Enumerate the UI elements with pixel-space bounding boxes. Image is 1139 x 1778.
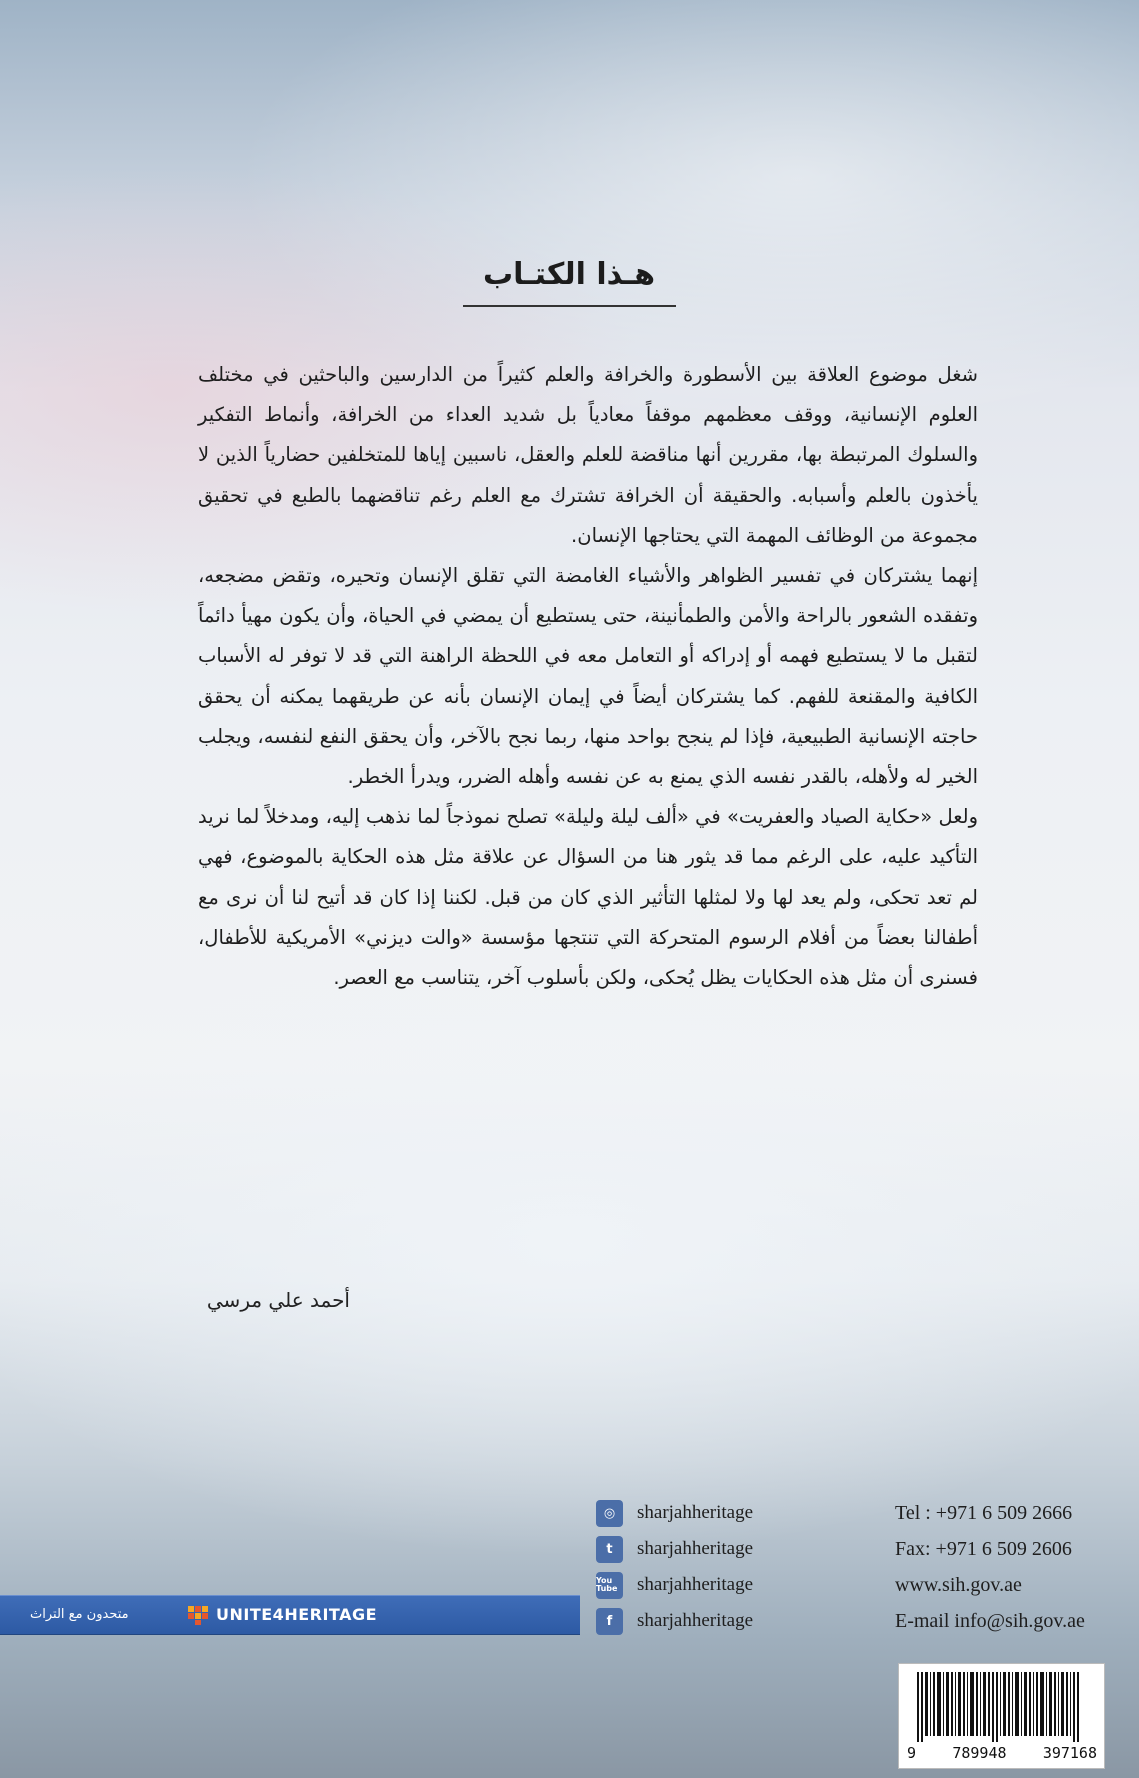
blurb-paragraph-1: شغل موضوع العلاقة بين الأسطورة والخرافة والعلم كثيراً من الدارسين والباحثين في مختلف العلوم الإنسانية، ووقف معظمهم موقفاً معادياً بل شديد العداء من الخرافة، وأنماط التفكير والسلوك المرتبطة بها، مقررين أنها مناقضة للعلم والعقل، ناسبين إياها للمتخلفين حضارياً الذين لا يأخذون بالعلم وأسبابه. والحقيقة أن الخرافة تشترك مع العلم رغم تناقضهما بالطبع في تحقيق مجموعة من الوظائف المهمة التي يحتاجها الإنسان.: [198, 363, 978, 547]
social-handle[interactable]: sharjahheritage: [637, 1610, 754, 1631]
youtube-icon: You Tube: [596, 1572, 623, 1599]
contact-info: [895, 1495, 1135, 1639]
social-item-facebook[interactable]: [596, 1603, 836, 1639]
isbn-group-1: 789948: [952, 1744, 1007, 1762]
social-handle[interactable]: sharjahheritage: [637, 1502, 754, 1523]
blurb-paragraph-2: إنهما يشتركان في تفسير الظواهر والأشياء الغامضة التي تقلق الإنسان وتحيره، وتقض مضجعه، وتفقده الشعور بالراحة والأمن والطمأنينة، حتى يستطيع أن يمضي في الحياة، وأن يكون مهيأ دائماً لتقبل ما لا يستطيع فهمه أو إدراكه أو التعامل معه في اللحظة الراهنة التي قد لا توفر له الأسباب الكافية والمقنعة للفهم. كما يشتركان أيضاً في إيمان الإنسان بأنه عن طريقهما يمكنه أن يحقق حاجته الإنسانية الطبيعية، فإذا لم ينجح بواحد منها، ربما نجح بالآخر، وأن يحقق النفع لنفسه، ويجلب الخير له ولأهله، بالقدر نفسه الذي يمنع به عن نفسه وأهله الضرر، ويدرأ الخطر.: [198, 564, 978, 789]
social-item-youtube[interactable]: [596, 1567, 836, 1603]
isbn-barcode: [898, 1663, 1105, 1769]
facebook-icon: f: [596, 1608, 623, 1635]
title-divider: [463, 305, 676, 307]
banner-tagline: متحدون مع التراث: [30, 1607, 129, 1622]
isbn-group-2: 397168: [1042, 1744, 1097, 1762]
contact-fax: Fax: +971 6 509 2606: [895, 1538, 1072, 1560]
banner-brand: UNITE4HERITAGE: [216, 1605, 378, 1624]
twitter-icon: t: [596, 1536, 623, 1563]
unite4heritage-banner: [0, 1595, 580, 1635]
social-handle[interactable]: sharjahheritage: [637, 1574, 754, 1595]
section-title: هـذا الكتـاب: [482, 257, 656, 292]
contact-website[interactable]: www.sih.gov.ae: [895, 1574, 1022, 1596]
social-item-instagram[interactable]: [596, 1495, 836, 1531]
isbn-prefix: 9: [907, 1744, 917, 1762]
social-item-twitter[interactable]: [596, 1531, 836, 1567]
social-links: [596, 1495, 836, 1639]
contact-email[interactable]: E-mail info@sih.gov.ae: [895, 1610, 1085, 1632]
isbn-number: [907, 1744, 1097, 1762]
blurb-paragraph-3: ولعل «حكاية الصياد والعفريت» في «ألف ليلة وليلة» تصلح نموذجاً لما نذهب إليه، ومدخلاً لما نريد التأكيد عليه، على الرغم مما قد يثور هنا من السؤال عن علاقة مثل هذه الحكاية بالموضوع، فهي لم تعد تحكى، ولم يعد لها ولا لمثلها التأثير الذي كان من قبل. لكننا إذا كان قد أتيح لنا أن نرى مع أطفالنا بعضاً من أفلام الرسوم المتحركة التي تنتجها مؤسسة «والت ديزني» الأمريكية للأطفال، فسنرى أن مثل هذه الحكايات يظل يُحكى، ولكن بأسلوب آخر، يتناسب مع العصر.: [198, 805, 978, 990]
social-handle[interactable]: sharjahheritage: [637, 1538, 754, 1559]
author-name: أحمد علي مرسي: [206, 1288, 350, 1312]
unite4heritage-logo-icon: [186, 1604, 210, 1626]
barcode-bars: [917, 1672, 1087, 1742]
blurb-text: [198, 355, 978, 998]
instagram-icon: ◎: [596, 1500, 623, 1527]
contact-tel: Tel : +971 6 509 2666: [895, 1502, 1073, 1524]
